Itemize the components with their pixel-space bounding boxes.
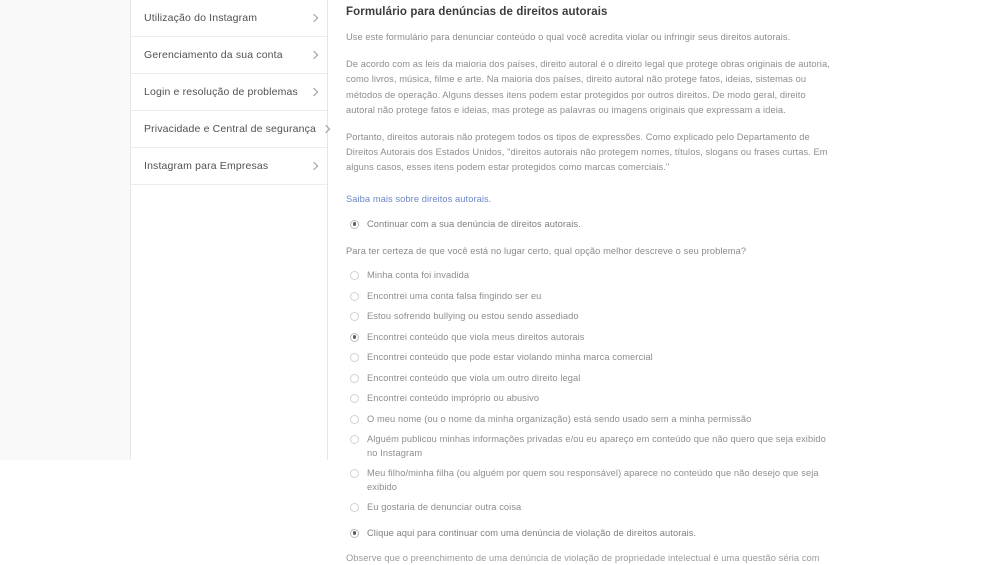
- problem-option-7[interactable]: [346, 413, 834, 427]
- sidebar-item-label: Login e resolução de problemas: [144, 85, 298, 98]
- chevron-right-icon: [310, 14, 319, 23]
- sidebar-item-2[interactable]: [131, 74, 327, 111]
- continue-report-label: Continuar com a sua denúncia de direitos autorais.: [367, 218, 581, 229]
- legal-footnote: Observe que o preenchimento de uma denúncia de violação de propriedade intelectual é uma questão séria com: [346, 553, 820, 564]
- problem-option-label: Encontrei conteúdo impróprio ou abusivo: [367, 393, 540, 404]
- main-content: [328, 0, 984, 564]
- problem-options-group: [346, 269, 834, 515]
- radio-indicator[interactable]: [350, 469, 359, 478]
- problem-option-2[interactable]: [346, 310, 834, 324]
- radio-indicator[interactable]: [350, 529, 359, 538]
- problem-option-9[interactable]: [346, 467, 834, 494]
- radio-indicator[interactable]: [350, 435, 359, 444]
- problem-option-label: Encontrei conteúdo que viola um outro direito legal: [367, 372, 581, 383]
- radio-indicator[interactable]: [350, 220, 359, 229]
- expressions-paragraph: Portanto, direitos autorais não protegem todos os tipos de expressões. Como explicado pelo Departamento de Direitos Autorais dos Estados Unidos, "direitos autorais não protegem nomes, títulos, slogans ou frases curtas. Em alguns casos, esses itens podem estar protegidos como marcas comerciais.": [346, 132, 828, 173]
- radio-indicator[interactable]: [350, 353, 359, 362]
- problem-option-8[interactable]: [346, 433, 834, 460]
- problem-option-5[interactable]: [346, 372, 834, 386]
- problem-option-label: O meu nome (ou o nome da minha organização) está sendo usado sem a minha permissão: [367, 413, 752, 424]
- problem-option-4[interactable]: [346, 351, 834, 365]
- problem-option-label: Minha conta foi invadida: [367, 270, 470, 281]
- problem-option-label: Eu gostaria de denunciar outra coisa: [367, 502, 522, 513]
- problem-option-6[interactable]: [346, 392, 834, 406]
- sidebar-item-label: Utilização do Instagram: [144, 11, 258, 24]
- radio-indicator[interactable]: [350, 271, 359, 280]
- problem-option-label: Encontrei conteúdo que viola meus direitos autorais: [367, 331, 585, 342]
- problem-option-label: Alguém publicou minhas informações privadas e/ou eu apareço em conteúdo que não quero que seja exibido no Instagram: [367, 434, 826, 458]
- learn-more-link[interactable]: Saiba mais sobre direitos autorais.: [346, 193, 492, 204]
- chevron-right-icon: [310, 88, 319, 97]
- sidebar-item-1[interactable]: [131, 37, 327, 74]
- radio-indicator[interactable]: [350, 503, 359, 512]
- radio-indicator[interactable]: [350, 312, 359, 321]
- radio-indicator[interactable]: [350, 292, 359, 301]
- radio-indicator[interactable]: [350, 415, 359, 424]
- sidebar-item-0[interactable]: [131, 0, 327, 37]
- page-title: Formulário para denúncias de direitos autorais: [346, 6, 608, 18]
- sidebar-item-label: Instagram para Empresas: [144, 159, 269, 172]
- sidebar-item-label: Privacidade e Central de segurança: [144, 122, 317, 135]
- problem-option-label: Encontrei conteúdo que pode estar violando minha marca comercial: [367, 352, 653, 363]
- problem-option-label: Estou sofrendo bullying ou estou sendo assediado: [367, 311, 579, 322]
- continue-report-option[interactable]: [346, 218, 834, 232]
- radio-indicator[interactable]: [350, 333, 359, 342]
- sidebar-nav-list: [131, 0, 327, 185]
- left-gutter: [0, 0, 131, 460]
- sidebar-item-label: Gerenciamento da sua conta: [144, 48, 283, 61]
- copyright-law-paragraph: De acordo com as leis da maioria dos países, direito autoral é o direito legal que protege obras originais de autoria, como livros, música, filme e arte. Na maioria dos países, direito autoral não protege fatos, ideias, sistemas ou métodos de operação. Alguns desses itens podem estar protegidos por outros direitos. De modo geral, direito autoral não protege fatos e ideias, mas protege as palavras ou imagens originais que expressam a ideia.: [346, 59, 830, 115]
- problem-option-0[interactable]: [346, 269, 834, 283]
- click-here-continue-option[interactable]: [346, 527, 834, 541]
- problem-option-3[interactable]: [346, 331, 834, 345]
- chevron-right-icon: [322, 125, 331, 134]
- click-here-continue-label: Clique aqui para continuar com uma denúncia de violação de direitos autorais.: [367, 527, 697, 538]
- help-center-sidebar: [131, 0, 328, 460]
- problem-option-1[interactable]: [346, 290, 834, 304]
- chevron-right-icon: [310, 51, 319, 60]
- radio-indicator[interactable]: [350, 394, 359, 403]
- problem-option-label: Encontrei uma conta falsa fingindo ser eu: [367, 290, 542, 301]
- sidebar-item-4[interactable]: [131, 148, 327, 185]
- radio-indicator[interactable]: [350, 374, 359, 383]
- problem-option-10[interactable]: [346, 501, 834, 515]
- problem-option-label: Meu filho/minha filha (ou alguém por quem sou responsável) aparece no conteúdo que não desejo que seja exibido: [367, 468, 819, 492]
- chevron-right-icon: [310, 162, 319, 171]
- problem-question: Para ter certeza de que você está no lugar certo, qual opção melhor descreve o seu problema?: [346, 246, 747, 257]
- intro-paragraph: Use este formulário para denunciar conteúdo o qual você acredita violar ou infringir seus direitos autorais.: [346, 32, 791, 42]
- sidebar-item-3[interactable]: [131, 111, 327, 148]
